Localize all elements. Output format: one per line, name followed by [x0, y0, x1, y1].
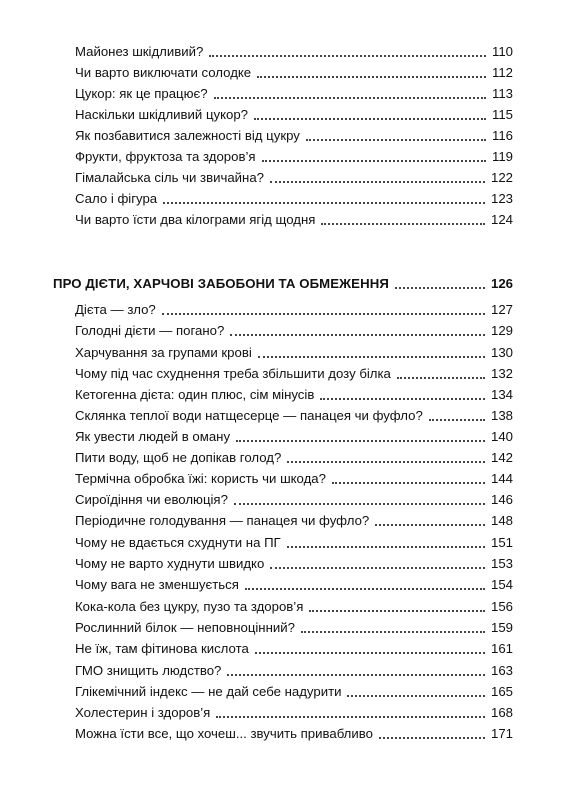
dot-leader	[209, 55, 486, 57]
toc-entry-title: Наскільки шкідливий цукор?	[75, 107, 249, 122]
toc-entry-title: Чому не варто худнути швидко	[75, 556, 265, 571]
toc-entry-title: Як позбавитися залежності від цукру	[75, 128, 300, 143]
dot-leader	[397, 377, 485, 379]
toc-entry-title: Не їж, там фітинова кислота	[75, 641, 249, 656]
toc-entry-title: Чому під час схуднення треба збільшити дозу білка	[75, 366, 391, 381]
dot-leader	[347, 695, 485, 697]
dot-leader	[287, 546, 485, 548]
toc-section-heading	[53, 272, 513, 292]
toc-entry-title: ГМО знищить людство?	[75, 663, 222, 678]
toc-entry	[75, 637, 513, 657]
dot-leader	[230, 334, 485, 336]
toc-entry	[75, 208, 513, 228]
dot-leader	[301, 631, 485, 633]
toc-entry	[75, 319, 513, 339]
toc-entry-page: 124	[490, 212, 513, 227]
toc-entry	[75, 509, 513, 529]
toc-entry	[75, 187, 513, 207]
dot-leader	[320, 398, 485, 400]
dot-leader	[270, 567, 485, 569]
toc-entry-page: 129	[490, 323, 513, 338]
section-title: ПРО ДІЄТИ, ХАРЧОВІ ЗАБОБОНИ ТА ОБМЕЖЕННЯ	[53, 276, 389, 291]
toc-entry-page: 134	[490, 387, 513, 402]
toc-entry-page: 127	[490, 302, 513, 317]
toc-entry-page: 113	[491, 86, 513, 101]
toc-entry	[75, 61, 513, 81]
toc-entry	[75, 722, 513, 742]
toc-entry-page: 156	[490, 599, 513, 614]
toc-entry-title: Майонез шкідливий?	[75, 44, 204, 59]
toc-entry-page: 168	[490, 705, 513, 720]
toc-entry-title: Пити воду, щоб не допікав голод?	[75, 450, 282, 465]
toc-entry-page: 116	[491, 128, 513, 143]
toc-entry	[75, 103, 513, 123]
toc-entry	[75, 488, 513, 508]
toc-entry	[75, 680, 513, 700]
toc-entry-title: Харчування за групами крові	[75, 345, 252, 360]
toc-entry-title: Глікемічний індекс — не дай себе надурити	[75, 684, 342, 699]
toc-entry-title: Гімалайська сіль чи звичайна?	[75, 170, 264, 185]
toc-entry-title: Періодичне голодування — панацея чи фуфло?	[75, 513, 370, 528]
toc-entry-title: Фрукти, фруктоза та здоров’я	[75, 149, 256, 164]
toc-entry-page: 122	[490, 170, 513, 185]
dot-leader	[214, 97, 486, 99]
dot-leader	[262, 160, 486, 162]
toc-entry-title: Як увести людей в оману	[75, 429, 231, 444]
toc-entry-page: 146	[490, 492, 513, 507]
toc-entry	[75, 362, 513, 382]
dot-leader	[254, 118, 486, 120]
toc-entry	[75, 595, 513, 615]
dot-leader	[258, 356, 485, 358]
toc-entry	[75, 166, 513, 186]
section-page: 126	[490, 276, 513, 291]
toc-entry	[75, 446, 513, 466]
toc-entry-page: 115	[491, 107, 513, 122]
dot-leader	[429, 419, 485, 421]
toc-entry	[75, 82, 513, 102]
toc-entry	[75, 341, 513, 361]
toc-entry-title: Чому вага не зменшується	[75, 577, 239, 592]
toc-entry-title: Склянка теплої води натщесерце — панацея чи фуфло?	[75, 408, 423, 423]
toc-entry	[75, 40, 513, 60]
dot-leader	[287, 461, 485, 463]
toc-entry	[75, 298, 513, 318]
toc-entry-title: Рослинний білок — неповноцінний?	[75, 620, 295, 635]
dot-leader	[163, 202, 485, 204]
dot-leader	[379, 737, 485, 739]
toc-entry-page: 138	[490, 408, 513, 423]
toc-entry	[75, 552, 513, 572]
dot-leader	[332, 482, 485, 484]
toc-entry-title: Голодні дієти — погано?	[75, 323, 225, 338]
toc-entry	[75, 124, 513, 144]
toc-entry-page: 154	[490, 577, 513, 592]
toc-entry-title: Кетогенна дієта: один плюс, сім мінусів	[75, 387, 315, 402]
toc-entry-title: Цукор: як це працює?	[75, 86, 208, 101]
dot-leader	[162, 313, 485, 315]
dot-leader	[236, 440, 485, 442]
toc-entry	[75, 616, 513, 636]
toc-entry	[75, 383, 513, 403]
toc-entry	[75, 531, 513, 551]
toc-entry-title: Дієта — зло?	[75, 302, 156, 317]
toc-entry-title: Чому не вдається схуднути на ПГ	[75, 535, 281, 550]
toc-entry-page: 110	[491, 44, 513, 59]
dot-leader	[309, 610, 485, 612]
dot-leader	[255, 652, 485, 654]
dot-leader	[216, 716, 485, 718]
dot-leader	[227, 674, 485, 676]
toc-entry-page: 132	[490, 366, 513, 381]
toc-entry-page: 161	[490, 641, 513, 656]
toc-entry-title: Холестерин і здоров’я	[75, 705, 211, 720]
toc-entry-page: 153	[490, 556, 513, 571]
toc-entry	[75, 404, 513, 424]
dot-leader	[375, 524, 485, 526]
toc-entry	[75, 145, 513, 165]
dot-leader	[257, 76, 486, 78]
toc-entry-page: 171	[490, 726, 513, 741]
toc-entry	[75, 701, 513, 721]
toc-entry-page: 144	[490, 471, 513, 486]
toc-entry	[75, 467, 513, 487]
toc-entry	[75, 659, 513, 679]
toc-entry-title: Сало і фігура	[75, 191, 158, 206]
toc-entry-page: 151	[490, 535, 513, 550]
toc-entry-title: Чи варто їсти два кілограми ягід щодня	[75, 212, 316, 227]
dot-leader	[321, 223, 485, 225]
toc-entry-title: Сироїдіння чи еволюція?	[75, 492, 228, 507]
dot-leader	[306, 139, 486, 141]
toc-entry-page: 142	[490, 450, 513, 465]
toc-entry-page: 148	[490, 513, 513, 528]
toc-entry-page: 119	[491, 149, 513, 164]
dot-leader	[245, 588, 485, 590]
toc-entry-page: 130	[490, 345, 513, 360]
toc-entry	[75, 573, 513, 593]
toc-entry-page: 163	[490, 663, 513, 678]
toc-entry-page: 165	[490, 684, 513, 699]
toc-entry-title: Кока-кола без цукру, пузо та здоров’я	[75, 599, 304, 614]
toc-entry-page: 123	[490, 191, 513, 206]
toc-entry	[75, 425, 513, 445]
toc-entry-page: 112	[491, 65, 513, 80]
toc-entry-title: Термічна обробка їжі: користь чи шкода?	[75, 471, 326, 486]
toc-entry-page: 159	[490, 620, 513, 635]
dot-leader	[270, 181, 485, 183]
toc-entry-title: Чи варто виключати солодке	[75, 65, 252, 80]
dot-leader	[395, 287, 485, 289]
toc-entry-page: 140	[490, 429, 513, 444]
toc-entry-title: Можна їсти все, що хочеш... звучить привабливо	[75, 726, 373, 741]
dot-leader	[234, 503, 485, 505]
